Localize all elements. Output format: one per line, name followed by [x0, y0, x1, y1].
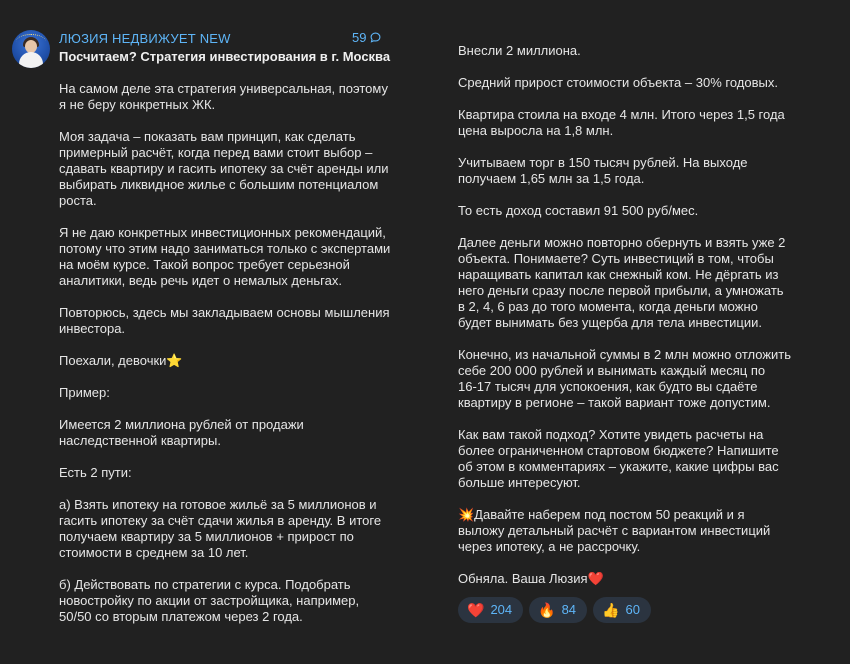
post-text-left-column [59, 81, 419, 641]
channel-name[interactable]: ЛЮЗИЯ НЕДВИЖУЕТ NEW [59, 31, 231, 46]
comment-icon [370, 32, 381, 43]
post-paragraph: На самом деле эта стратегия универсальная, поэтому я не беру конкретных ЖК. [59, 81, 388, 112]
comments-counter[interactable] [352, 30, 381, 45]
reaction-count: 204 [490, 602, 513, 617]
post-paragraph: Пример: [59, 385, 110, 400]
thumbs-up-icon: 👍 [602, 602, 620, 618]
post-paragraph: Имеется 2 миллиона рублей от продажи наследственной квартиры. [59, 417, 304, 448]
reaction-count: 84 [561, 602, 577, 617]
post-paragraph: Моя задача – показать вам принцип, как сделать примерный расчёт, когда перед вами стоит выбор – сдавать квартиру и гасить ипотеку за счёт аренды или выбирать ликвидное жилье с большим потенциалом роста. [59, 129, 389, 208]
post-paragraph: Повторюсь, здесь мы закладываем основы мышления инвестора. [59, 305, 390, 336]
post-paragraph: Учитываем торг в 150 тысяч рублей. На выходе получаем 1,65 млн за 1,5 года. [458, 155, 748, 186]
reaction-count: 60 [625, 602, 640, 617]
reaction-fire[interactable] [529, 597, 587, 623]
post-paragraph: То есть доход составил 91 500 руб/мес. [458, 203, 699, 218]
heart-icon: ❤️ [467, 602, 485, 618]
reaction-heart[interactable] [458, 597, 523, 623]
post-paragraph: Я не даю конкретных инвестиционных рекомендаций, потому что этим надо заниматься только с экспертами на моём курсе. Такой вопрос требует серьезной аналитики, ведь речь идет о немалых деньгах. [59, 225, 391, 288]
reaction-thumbs-up[interactable] [593, 597, 651, 623]
post-paragraph: Поехали, девочки⭐ [59, 353, 183, 368]
comments-count: 59 [352, 30, 367, 45]
post-paragraph: Как вам такой подход? Хотите увидеть расчеты на более ограниченном стартовом бюджете? Напишите об этом в комментариях – укажите, какие цифры вас больше интересуют. [458, 427, 779, 490]
post-text-right-column [458, 43, 818, 623]
post-paragraph: Есть 2 пути: [59, 465, 132, 480]
post-paragraph: Средний прирост стоимости объекта – 30% годовых. [458, 75, 778, 90]
post-paragraph: 💥Давайте наберем под постом 50 реакций и я выложу детальный расчёт с вариантом инвестиций через ипотеку, а не рассрочку. [458, 507, 771, 554]
fire-icon: 🔥 [538, 602, 556, 618]
post-paragraph: Конечно, из начальной суммы в 2 млн можно отложить себе 200 000 рублей и вынимать каждый месяц по 16-17 тысяч для успокоения, как будто вы сдаёте квартиру в регионе – такой вариант тоже допустим. [458, 347, 791, 410]
post-title: Посчитаем? Стратегия инвестирования в г. Москва [59, 49, 391, 64]
post-paragraph: Квартира стоила на входе 4 млн. Итого через 1,5 года цена выросла на 1,8 млн. [458, 107, 785, 138]
channel-avatar[interactable] [12, 30, 50, 68]
reactions-bar [458, 597, 818, 623]
post-paragraph: Внесли 2 миллиона. [458, 43, 581, 58]
post-paragraph: а) Взять ипотеку на готовое жильё за 5 миллионов и гасить ипотеку за счёт сдачи жилья в аренду. В итоге получаем квартиру за 5 миллионов + прирост по стоимости в среднем за 10 лет. [59, 497, 382, 560]
post-signature: Обняла. Ваша Люзия❤️ [458, 571, 604, 586]
post-paragraph: Далее деньги можно повторно обернуть и взять уже 2 объекта. Понимаете? Суть инвестиций в том, чтобы наращивать капитал как снежный ком. Не дёргать из него деньги сразу после первой прибыли, а умножать в 2, 4, 6 раз до того момента, когда деньги можно будет вынимать без ущерба для тела инвестиции. [458, 235, 786, 330]
post-paragraph: б) Действовать по стратегии с курса. Подобрать новостройку по акции от застройщика, например, 50/50 со вторым платежом через 2 года. [59, 577, 360, 624]
